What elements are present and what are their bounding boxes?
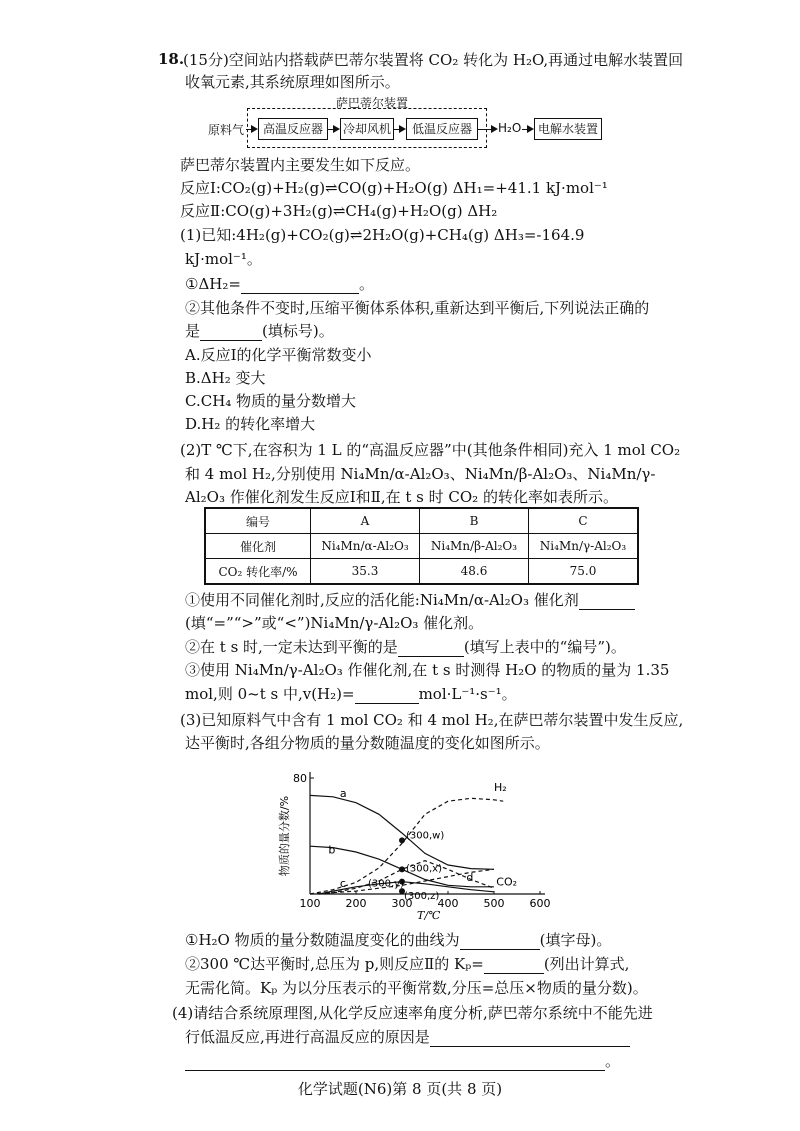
part3-q1: [185, 930, 611, 950]
question-intro-line1: (15分)空间站内搭载萨巴蒂尔装置将 CO₂ 转化为 H₂O,再通过电解水装置回: [183, 51, 684, 69]
point-label: (300,w): [406, 830, 445, 842]
arrow-icon: [478, 129, 496, 130]
part2-q3-prefix: mol,则 0~t s 中,v(H₂)=: [185, 685, 355, 703]
answer-blank-dh2[interactable]: [241, 279, 359, 294]
y-tick-label: 80: [293, 772, 307, 785]
part1-q1: [185, 274, 374, 294]
data-point: [399, 866, 405, 872]
part2-line1: (2)T ℃下,在容积为 1 L 的“高温反应器”中(其他条件相同)充入 1 mol CO₂: [180, 441, 681, 459]
series-label: c: [339, 876, 346, 890]
table-cell: 35.3: [311, 559, 420, 585]
part4-suffix: 。: [605, 1052, 621, 1070]
part2-line2: 和 4 mol H₂,分别使用 Ni₄Mn/α-Al₂O₃、Ni₄Mn/β-Al₂O₃、Ni₄Mn/γ-: [185, 465, 656, 483]
part1-q2-suffix: (填标号)。: [262, 322, 334, 340]
part4-prefix: 行低温反应,再进行高温反应的原因是: [185, 1028, 430, 1046]
series-label: H₂: [494, 781, 507, 795]
part1-given-line2: kJ·mol⁻¹。: [185, 250, 262, 268]
box-low-temp-reactor: 低温反应器: [406, 118, 478, 140]
x-tick-label: 100: [299, 897, 321, 910]
part3-q2-suffix: (列出计算式,: [543, 955, 630, 973]
part2-q2-prefix: ②在 t s 时,一定未达到平衡的是: [185, 638, 398, 656]
answer-blank-reason-1[interactable]: [430, 1032, 630, 1047]
answer-blank-rate[interactable]: [355, 689, 419, 704]
flow-product: H₂O: [498, 121, 522, 135]
part1-q2-line2: [185, 321, 334, 341]
part2-q1-line1: [185, 590, 635, 610]
part2-q2-suffix: (填写上表中的“编号”)。: [463, 638, 626, 656]
x-tick-label: 600: [529, 897, 551, 910]
table-cell: 48.6: [420, 559, 529, 585]
table-cell: Ni₄Mn/β-Al₂O₃: [420, 534, 529, 559]
part3-q1-prefix: ①H₂O 物质的量分数随温度变化的曲线为: [185, 931, 460, 949]
option-d: D.H₂ 的转化率增大: [185, 415, 316, 433]
part2-q3-suffix: mol·L⁻¹·s⁻¹。: [418, 685, 517, 703]
point-label: (300,y): [368, 878, 404, 890]
part1-given-line1: (1)已知:4H₂(g)+CO₂(g)⇌2H₂O(g)+CH₄(g) ΔH₃=-164.9: [180, 226, 585, 244]
table-row: [205, 508, 638, 534]
x-axis-label: T/℃: [417, 909, 441, 920]
table-cell: 催化剂: [205, 534, 311, 559]
table-cell: 编号: [205, 508, 311, 534]
table-cell: Ni₄Mn/γ-Al₂O₃: [529, 534, 639, 559]
part2-q3-line1: ③使用 Ni₄Mn/γ-Al₂O₃ 作催化剂,在 t s 时测得 H₂O 的物质的量为 1.35: [185, 661, 670, 679]
part3-q2-line1: [185, 954, 629, 974]
part3-line2: 达平衡时,各组分物质的量分数随温度的变化如图所示。: [185, 734, 550, 752]
part3-q2-line2: 无需化简。Kₚ 为以分压表示的平衡常数,分压=总压×物质的量分数)。: [185, 979, 648, 997]
data-point: [399, 837, 405, 843]
reactions-lead: 萨巴蒂尔装置内主要发生如下反应。: [180, 156, 421, 174]
point-label: (300,z): [404, 891, 440, 903]
series-label: CO₂: [496, 875, 518, 889]
part4-line2: [185, 1027, 630, 1047]
point-label: (300,x): [406, 863, 442, 875]
option-c: C.CH₄ 物质的量分数增大: [185, 392, 357, 410]
part2-q2: [185, 637, 626, 657]
x-tick-label: 400: [437, 897, 459, 910]
catalyst-table: [204, 507, 639, 585]
part3-line1: (3)已知原料气中含有 1 mol CO₂ 和 4 mol H₂,在萨巴蒂尔装置中发生反应,: [180, 711, 684, 729]
part1-q2-prefix: 是: [185, 322, 201, 340]
question-intro-line2: 收氧元素,其系统原理如图所示。: [185, 73, 400, 91]
page-footer: 化学试题(N6)第 8 页(共 8 页): [297, 1080, 503, 1098]
x-tick-label: 200: [345, 897, 367, 910]
reaction-1: 反应Ⅰ:CO₂(g)+H₂(g)⇌CO(g)+H₂O(g) ΔH₁=+41.1 kJ·mol⁻¹: [180, 179, 608, 197]
series-label: d: [466, 870, 474, 884]
arrow-icon: [394, 129, 404, 130]
question-number: 18.: [158, 50, 185, 68]
box-high-temp-reactor: 高温反应器: [258, 118, 328, 140]
table-row: [205, 534, 638, 559]
part2-q1-text: ①使用不同催化剂时,反应的活化能:Ni₄Mn/α-Al₂O₃ 催化剂: [185, 591, 579, 609]
part3-q2-prefix: ②300 ℃达平衡时,总压为 p,则反应Ⅱ的 Kₚ=: [185, 955, 484, 973]
answer-blank-reason-2[interactable]: [185, 1056, 605, 1071]
part2-q1-line2: (填“=”“>”或“<”)Ni₄Mn/γ-Al₂O₃ 催化剂。: [185, 614, 484, 632]
part4-line3: [185, 1051, 620, 1071]
answer-blank-curve[interactable]: [460, 935, 540, 950]
table-cell: 75.0: [529, 559, 639, 585]
answer-blank-kp[interactable]: [484, 959, 544, 974]
part2-line3: Al₂O₃ 作催化剂发生反应Ⅰ和Ⅱ,在 t s 时 CO₂ 的转化率如表所示。: [185, 488, 618, 506]
part1-q1-suffix: 。: [358, 275, 374, 293]
box-electrolysis: 电解水装置: [534, 118, 602, 140]
part3-q1-suffix: (填字母)。: [539, 931, 612, 949]
part1-q2-line1: ②其他条件不变时,压缩平衡体系体积,重新达到平衡后,下列说法正确的: [185, 299, 650, 317]
option-a: A.反应Ⅰ的化学平衡常数变小: [185, 346, 372, 364]
series-label: a: [339, 786, 347, 800]
table-cell: CO₂ 转化率/%: [205, 559, 311, 585]
part4-line1: (4)请结合系统原理图,从化学反应速率角度分析,萨巴蒂尔系统中不能先进: [172, 1004, 653, 1022]
equilibrium-chart: [270, 760, 560, 920]
series-line-a: [310, 795, 494, 869]
answer-blank-code[interactable]: [398, 642, 464, 657]
arrow-icon: [522, 129, 532, 130]
chart-text: [277, 772, 551, 920]
part2-q3-line2: [185, 684, 517, 704]
reaction-2: 反应Ⅱ:CO(g)+3H₂(g)⇌CH₄(g)+H₂O(g) ΔH₂: [180, 202, 498, 220]
x-tick-label: 300: [391, 897, 413, 910]
table-cell: C: [529, 508, 639, 534]
table-cell: B: [420, 508, 529, 534]
table-cell: A: [311, 508, 420, 534]
part1-q1-prefix: ①ΔH₂=: [185, 275, 241, 293]
table-row: [205, 559, 638, 585]
answer-blank-options[interactable]: [200, 326, 262, 341]
table-cell: Ni₄Mn/α-Al₂O₃: [311, 534, 420, 559]
x-tick-label: 500: [483, 897, 505, 910]
flow-title: 萨巴蒂尔装置: [336, 96, 409, 110]
answer-blank-activation[interactable]: [579, 595, 635, 610]
box-cooling-fan: 冷却风机: [340, 118, 394, 140]
flow-input: 原料气: [208, 123, 245, 137]
series-label: b: [328, 843, 336, 857]
arrow-icon: [246, 129, 256, 130]
arrow-icon: [328, 129, 338, 130]
option-b: B.ΔH₂ 变大: [185, 369, 266, 387]
y-axis-label: 物质的量分数/%: [278, 795, 291, 877]
